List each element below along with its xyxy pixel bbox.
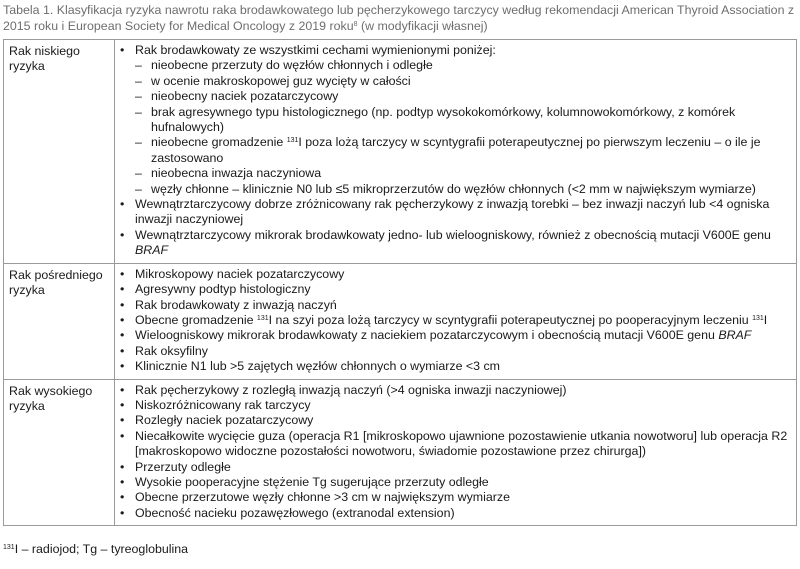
bullet-marker: •	[120, 266, 125, 281]
criteria-list-item	[120, 359, 792, 374]
bullet-marker: •	[120, 312, 125, 327]
criteria-list-item	[120, 506, 792, 521]
bullet-marker: •	[120, 282, 125, 297]
item-text: Obecne przerzutowe węzły chłonne >3 cm w największym wymiarze	[135, 490, 510, 505]
criteria-list-item	[120, 344, 792, 359]
item-text: I poza lożą tarczycy w scyntygrafii poterapeutycznej po pierwszym leczeniu – o ile je zastosowano	[151, 135, 761, 165]
caption-text: Tabela 1. Klasyfikacja ryzyka nawrotu raka brodawkowatego lub pęcherzykowego tarczycy według rekomendacji American Thyroid Association z 2015 roku i European Society for Medical Oncology z 2019 roku	[3, 3, 795, 33]
bullet-marker: •	[120, 459, 125, 474]
dash-marker: –	[135, 166, 142, 181]
criteria-list-item	[120, 398, 792, 413]
bullet-marker: •	[120, 413, 125, 428]
risk-row	[4, 263, 797, 379]
bullet-marker: •	[120, 428, 125, 443]
risk-criteria-cell	[115, 40, 797, 264]
item-text: Agresywny podtyp histologiczny	[135, 282, 311, 297]
dash-marker: –	[135, 181, 142, 196]
footnote-superscript: 131	[3, 544, 15, 551]
bullet-marker: •	[120, 474, 125, 489]
gene-name: BRAF	[718, 328, 752, 343]
item-text: Wewnątrztarczycowy mikrorak brodawkowaty jedno- lub wieloogniskowy, również z obecnością mutacji V600E genu	[135, 227, 771, 242]
item-text-prefix: nieobecne gromadzenie	[151, 135, 287, 150]
criteria-list-item	[120, 429, 792, 460]
risk-row	[4, 40, 797, 264]
isotope-superscript: 131	[752, 314, 764, 322]
criteria-list	[120, 383, 792, 522]
bullet-marker: •	[120, 43, 125, 57]
item-text: Obecność nacieku pozawęzłowego (extranodal extension)	[135, 505, 455, 520]
criteria-list-item	[120, 475, 792, 490]
item-text: brak agresywnego typu histologicznego (np. podtyp wysokokomórkowy, kolumnowokomórkowy, z komórek hufnalowych)	[151, 104, 736, 135]
footnote	[3, 541, 188, 557]
criteria-list-item	[120, 267, 792, 282]
bullet-marker: •	[120, 343, 125, 358]
sub-criteria-item	[135, 58, 792, 73]
table-body	[4, 40, 797, 526]
item-text: w ocenie makroskopowej guz wycięty w całości	[151, 73, 411, 88]
risk-row	[4, 379, 797, 526]
risk-category-label: Rak pośredniego ryzyka	[4, 263, 115, 379]
item-text: Wysokie pooperacyjne stężenie Tg sugerujące przerzuty odległe	[135, 474, 489, 489]
criteria-list-item	[120, 313, 792, 328]
item-text: Wewnątrztarczycowy dobrze zróżnicowany rak pęcherzykowy z inwazją torebki – bez inwazji naczyń lub <4 ogniska inwazji naczyniowej	[135, 197, 770, 227]
item-text: nieobecny naciek pozatarczycowy	[151, 89, 339, 104]
bullet-marker: •	[120, 297, 125, 312]
risk-category-label: Rak niskiego ryzyka	[4, 40, 115, 264]
criteria-list	[120, 43, 792, 259]
item-text-prefix: Obecne gromadzenie	[135, 312, 257, 327]
sub-criteria-item	[135, 166, 792, 181]
bullet-marker: •	[120, 397, 125, 412]
item-text: Rak brodawkowaty ze wszystkimi cechami wymienionymi poniżej:	[135, 43, 496, 57]
item-text: Rozległy naciek pozatarczycowy	[135, 413, 314, 428]
dash-marker: –	[135, 89, 142, 104]
dash-marker: –	[135, 135, 142, 150]
criteria-list-item	[120, 228, 792, 259]
item-text: Rak oksyfilny	[135, 343, 208, 358]
gene-name: BRAF	[135, 243, 169, 258]
dash-marker: –	[135, 104, 142, 119]
bullet-marker: •	[120, 328, 125, 343]
bullet-marker: •	[120, 359, 125, 374]
item-text: Niecałkowite wycięcie guza (operacja R1 [mikroskopowo ujawnione pozostawienie utkania nowotworu] lub operacja R2 [makroskopowo widoczne pozostałości nowotworu, świadomie pozostawione przez chirurga])	[135, 428, 788, 459]
bullet-marker: •	[120, 382, 125, 397]
criteria-list-item	[120, 298, 792, 313]
item-text: nieobecne przerzuty do węzłów chłonnych i odległe	[151, 58, 433, 73]
bullet-marker: •	[120, 197, 125, 212]
item-text: Rak brodawkowaty z inwazją naczyń	[135, 297, 337, 312]
isotope-superscript: 131	[256, 314, 269, 322]
risk-criteria-cell	[115, 379, 797, 526]
item-text: Przerzuty odległe	[135, 459, 231, 474]
criteria-list-item	[120, 383, 792, 398]
criteria-list-item	[120, 460, 792, 475]
dash-marker: –	[135, 58, 142, 73]
item-text: Wieloogniskowy mikrorak brodawkowaty z naciekiem pozatarczycowym i obecnością mutacji V600E genu	[135, 328, 719, 343]
isotope-superscript: 131	[286, 137, 299, 145]
bullet-marker: •	[120, 490, 125, 505]
criteria-list	[120, 267, 792, 375]
item-text: Mikroskopowy naciek pozatarczycowy	[135, 266, 345, 281]
caption-suffix: (w modyfikacji własnej)	[357, 19, 488, 33]
risk-criteria-cell	[115, 263, 797, 379]
sub-criteria-item	[135, 182, 792, 197]
risk-category-label: Rak wysokiego ryzyka	[4, 379, 115, 526]
item-text: Niskozróżnicowany rak tarczycy	[135, 397, 311, 412]
sub-criteria-list	[135, 58, 792, 197]
table-caption	[3, 2, 797, 34]
bullet-marker: •	[120, 227, 125, 242]
footnote-text: I – radiojod; Tg – tyreoglobulina	[14, 542, 189, 556]
criteria-list-item	[120, 197, 792, 228]
item-text: węzły chłonne – klinicznie N0 lub ≤5 mikroprzerzutów do węzłów chłonnych (<2 mm w największym wymiarze)	[151, 181, 756, 196]
item-text-suffix: I	[763, 312, 768, 327]
sub-criteria-item	[135, 74, 792, 89]
sub-criteria-item	[135, 135, 792, 166]
criteria-list-item	[120, 328, 792, 343]
item-text: I na szyi poza lożą tarczycy w scyntygrafii poterapeutycznej po pooperacyjnym leczeniu	[268, 312, 753, 327]
criteria-list-item	[120, 43, 792, 197]
sub-criteria-item	[135, 89, 792, 104]
sub-criteria-item	[135, 105, 792, 136]
item-text: Klinicznie N1 lub >5 zajętych węzłów chłonnych o wymiarze <3 cm	[135, 359, 500, 374]
dash-marker: –	[135, 73, 142, 88]
bullet-marker: •	[120, 505, 125, 520]
item-text: nieobecna inwazja naczyniowa	[151, 166, 322, 181]
criteria-list-item	[120, 490, 792, 505]
item-text: Rak pęcherzykowy z rozległą inwazją naczyń (>4 ogniska inwazji naczyniowej)	[135, 382, 567, 397]
criteria-list-item	[120, 413, 792, 428]
criteria-list-item	[120, 282, 792, 297]
caption-reference: 8	[353, 21, 358, 28]
risk-classification-table	[3, 39, 797, 526]
